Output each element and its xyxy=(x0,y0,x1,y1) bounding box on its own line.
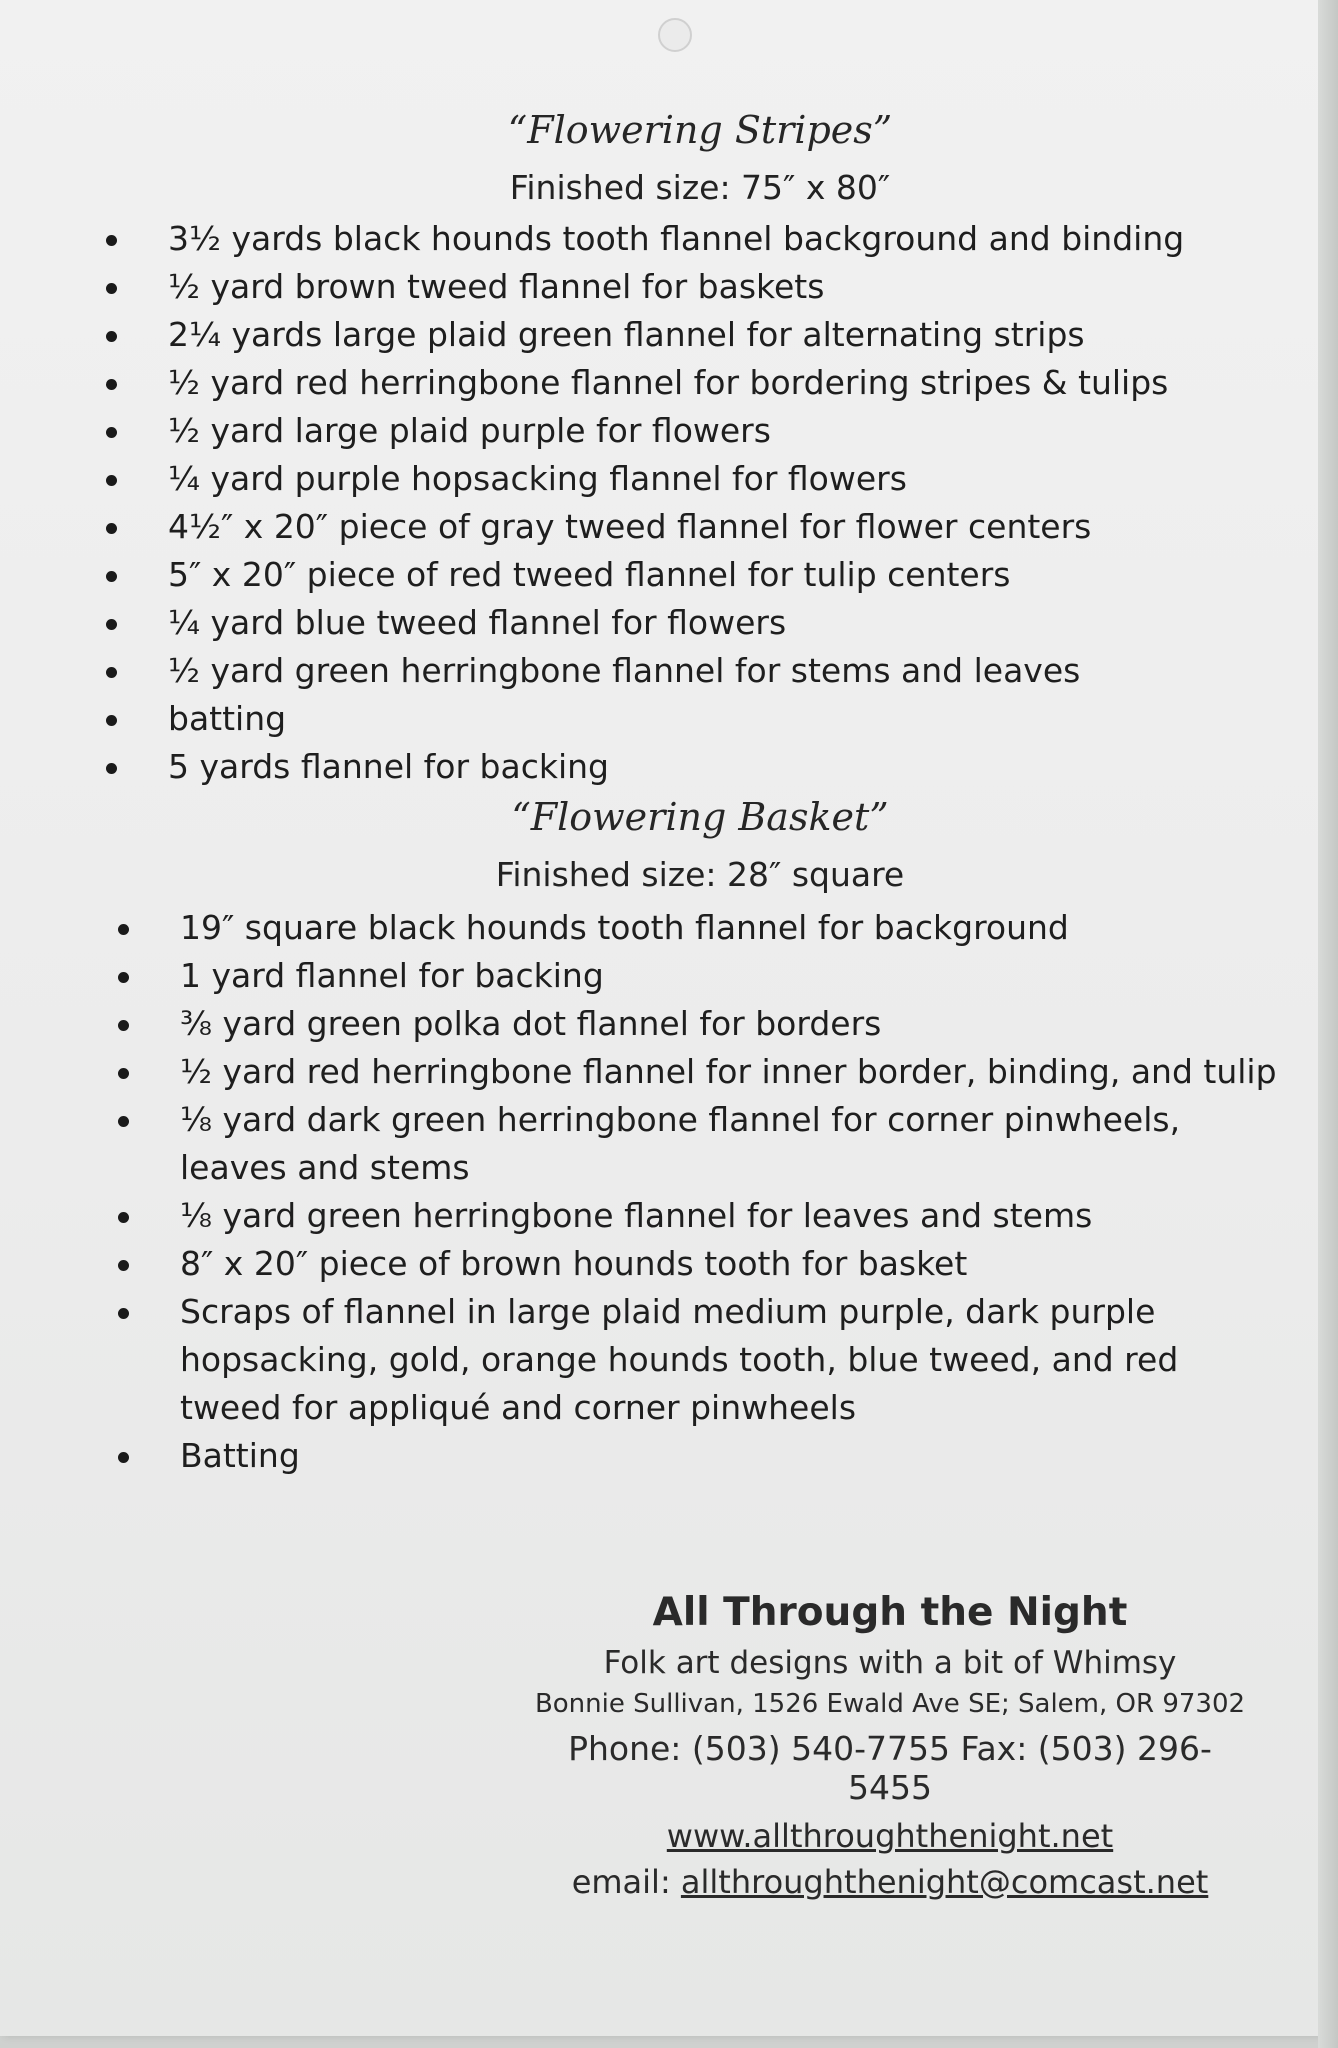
stripes-material-text: 4½″ x 20″ piece of gray tweed flannel for flower centers xyxy=(168,507,1092,546)
basket-material-item xyxy=(180,1192,1290,1240)
bullet-icon xyxy=(118,1020,129,1031)
stripes-material-item xyxy=(168,551,1218,599)
bullet-icon xyxy=(106,283,117,294)
basket-material-item xyxy=(180,952,1290,1000)
company-address: Bonnie Sullivan, 1526 Ewald Ave SE; Salem, OR 97302 xyxy=(534,1689,1246,1719)
stripes-material-text: 3½ yards black hounds tooth flannel background and binding xyxy=(168,219,1185,258)
bullet-icon xyxy=(106,235,117,246)
bullet-icon xyxy=(118,972,129,983)
basket-material-text: 1 yard flannel for backing xyxy=(180,956,604,995)
bullet-icon xyxy=(106,475,117,486)
basket-material-text: 19″ square black hounds tooth flannel for background xyxy=(180,908,1069,947)
bullet-icon xyxy=(118,1308,129,1319)
stripes-material-text: ½ yard green herringbone flannel for stems and leaves xyxy=(168,651,1081,690)
stripes-material-item xyxy=(168,647,1218,695)
basket-material-item xyxy=(180,1048,1290,1096)
website-row xyxy=(530,1817,1250,1855)
basket-material-text: ⅛ yard dark green herringbone flannel for corner pinwheels, leaves and stems xyxy=(180,1100,1181,1187)
stripes-material-item xyxy=(168,311,1218,359)
stripes-material-text: 5 yards flannel for backing xyxy=(168,747,609,786)
company-phone: Phone: (503) 540-7755 Fax: (503) 296-5455 xyxy=(568,1729,1212,1807)
basket-title: “Flowering Basket” xyxy=(511,795,889,839)
basket-material-item xyxy=(180,1432,1290,1480)
bullet-icon xyxy=(106,427,117,438)
basket-materials-list xyxy=(180,904,1290,1480)
basket-material-text: ½ yard red herringbone flannel for inner border, binding, and tulip xyxy=(180,1052,1277,1091)
basket-material-item xyxy=(180,1096,1290,1192)
bullet-icon xyxy=(118,924,129,935)
basket-material-item xyxy=(180,1288,1290,1432)
stripes-material-item xyxy=(168,407,1218,455)
basket-material-text: ⅛ yard green herringbone flannel for leaves and stems xyxy=(180,1196,1093,1235)
stripes-material-item xyxy=(168,503,1218,551)
stripes-materials-list xyxy=(168,215,1218,791)
email-label: email: xyxy=(571,1863,681,1901)
bullet-icon xyxy=(118,1068,129,1079)
stripes-finished-size: Finished size: 75″ x 80″ xyxy=(509,168,891,207)
basket-material-text: Scraps of flannel in large plaid medium purple, dark purple hopsacking, gold, orange hounds tooth, blue tweed, and red tweed for appliqué and corner pinwheels xyxy=(180,1292,1179,1427)
basket-finished-size: Finished size: 28″ square xyxy=(495,855,905,894)
email-link[interactable]: allthroughthenight@comcast.net xyxy=(680,1863,1209,1901)
stripes-material-item xyxy=(168,695,1218,743)
stripes-material-text: ½ yard red herringbone flannel for bordering stripes & tulips xyxy=(168,363,1169,402)
stripes-material-item xyxy=(168,455,1218,503)
stripes-material-text: 2¼ yards large plaid green flannel for alternating strips xyxy=(168,315,1085,354)
bullet-icon xyxy=(106,379,117,390)
stripes-material-item xyxy=(168,743,1218,791)
basket-material-text: 8″ x 20″ piece of brown hounds tooth for basket xyxy=(180,1244,968,1283)
company-tagline: Folk art designs with a bit of Whimsy xyxy=(603,1645,1177,1681)
stripes-material-text: ¼ yard blue tweed flannel for flowers xyxy=(168,603,787,642)
stripes-material-item xyxy=(168,599,1218,647)
bullet-icon xyxy=(106,571,117,582)
plastic-sleeve-edge xyxy=(1318,0,1338,2048)
stripes-material-text: ½ yard large plaid purple for flowers xyxy=(168,411,771,450)
stripes-material-text: 5″ x 20″ piece of red tweed flannel for tulip centers xyxy=(168,555,1011,594)
basket-material-item xyxy=(180,1000,1290,1048)
stripes-material-item xyxy=(168,263,1218,311)
bullet-icon xyxy=(106,331,117,342)
bullet-icon xyxy=(118,1212,129,1223)
stripes-material-text: ½ yard brown tweed flannel for baskets xyxy=(168,267,825,306)
basket-material-item xyxy=(180,904,1290,952)
bullet-icon xyxy=(106,763,117,774)
stripes-material-text: ¼ yard purple hopsacking flannel for flowers xyxy=(168,459,907,498)
hang-hole xyxy=(658,18,692,52)
bullet-icon xyxy=(106,667,117,678)
email-row xyxy=(530,1863,1250,1901)
bullet-icon xyxy=(118,1116,129,1127)
basket-material-text: ⅜ yard green polka dot flannel for borders xyxy=(180,1004,882,1043)
stripes-title: “Flowering Stripes” xyxy=(507,108,893,152)
company-name: All Through the Night xyxy=(652,1590,1128,1635)
bullet-icon xyxy=(106,619,117,630)
bullet-icon xyxy=(106,523,117,534)
bullet-icon xyxy=(106,715,117,726)
stripes-material-item xyxy=(168,359,1218,407)
stripes-material-item xyxy=(168,215,1218,263)
website-link[interactable]: www.allthroughthenight.net xyxy=(666,1817,1114,1855)
stripes-material-text: batting xyxy=(168,699,287,738)
bullet-icon xyxy=(118,1452,129,1463)
basket-material-text: Batting xyxy=(180,1436,300,1475)
basket-material-item xyxy=(180,1240,1290,1288)
designer-footer xyxy=(530,1590,1250,1909)
bullet-icon xyxy=(118,1260,129,1271)
